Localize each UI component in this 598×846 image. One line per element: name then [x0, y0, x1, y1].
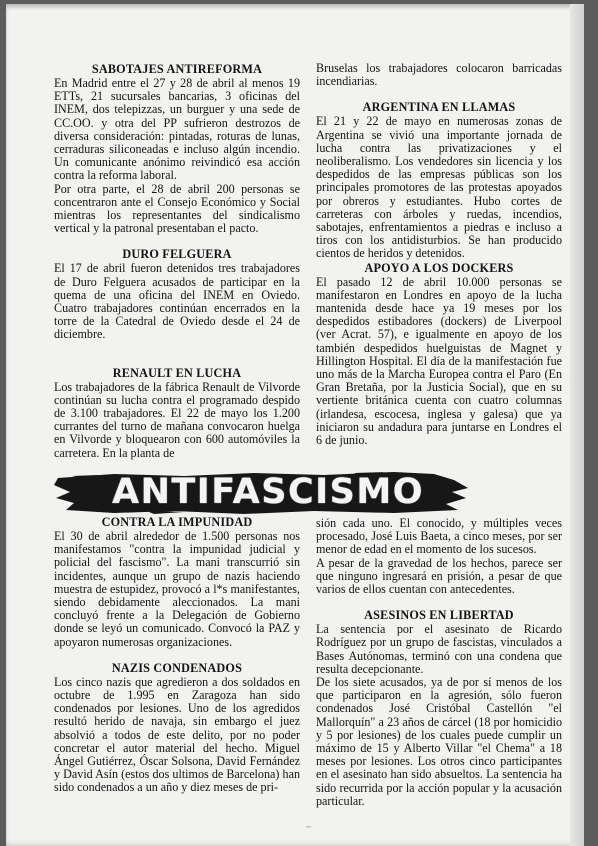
article-paragraph: El 30 de abril alrededor de 1.500 personas nos manifestamos "contra la impunidad judicial y policial del fascismo". La mani transcurrió sin incidentes, aunque un grupo de nazis haciendo muestra de estupidez, provocó a l*s manifestantes, siendo debidamente aleccionados. La mani concluyó frente a la Delegación de Gobierno donde se leyó un comunicado. Convocó la PAZ y apoyaron numerosas organizaciones.: [54, 529, 300, 649]
article-heading: APOYO A LOS DOCKERS: [364, 260, 514, 275]
right-column-bottom: [316, 517, 562, 808]
page-edge-shadow: [570, 4, 584, 846]
article-heading: CONTRA LA IMPUNIDAD: [101, 515, 253, 529]
article-paragraph: El pasado 12 de abril 10.000 personas se manifestaron en Londres en apoyo de la lucha mantenida desde hace ya 19 meses por los despedidos estibadores (dockers) de Liverpool (ver Acrat. 57), e igualmente en apoyo de los también despedidos huelguistas de Magnet y Hillington Hospital. El día de la manifestación fue uno más de la Marcha Europea contra el Paro (En Gran Bretaña, por la Justicia Social), que en su vertiente británica cuenta con cuatro columnas (irlandesa, escocesa, inglesa y galesa) que ya iniciaron su andadura para juntarse en Londres el 6 de junio.: [316, 274, 562, 448]
article-heading: ASESINOS EN LIBERTAD: [364, 608, 514, 623]
article-heading: SABOTAJES ANTIREFORMA: [91, 62, 263, 76]
article-heading: NAZIS CONDENADOS: [111, 660, 243, 675]
antifascismo-banner: [54, 470, 470, 515]
article-dockers: [316, 261, 562, 448]
article-heading: DURO FELGUERA: [122, 247, 232, 262]
article-renault: [54, 366, 300, 460]
article-bruselas-cont: [316, 62, 562, 88]
article-paragraph: El 17 de abril fueron detenidos tres trabajadores de Duro Felguera acusados de participar en la quema de una oficina del INEM en Oviedo. Cuatro trabajadores continúan encerrados en la torre de la Catedral de Oviedo desde el 24 de diciembre.: [54, 261, 300, 342]
article-argentina: [316, 100, 562, 260]
banner-title: ANTIFASCISMO: [112, 472, 424, 512]
article-heading: ARGENTINA EN LLAMAS: [362, 100, 516, 115]
article-paragraph: El 21 y 22 de mayo en numerosas zonas de Argentina se vivió una importante jornada de lucha contra las privatizaciones y el neoliberalismo. Los vendedores sin licencia y los despedidos de las empresas públicas son los principales promotores de las protestas apoyados por obreros y estudiantes. Hubo cortes de carreteras con árboles y ruedas, incendios, sabotajes, enfrentamientos a piedras e incluso a tiros con los antidisturbios. Se han producido cientos de heridos y detenidos.: [316, 114, 562, 261]
article-nazis-condenados: [54, 661, 300, 795]
article-paragraph: sión cada uno. El conocido, y múltiples veces procesado, José Luis Baeta, a cinco meses, por ser menor de edad en el momento de los sucesos.: [316, 516, 562, 557]
left-column-bottom: [54, 515, 300, 795]
article-paragraph: Bruselas los trabajadores colocaron barricadas incendiarias.: [316, 61, 562, 89]
article-paragraph: Los trabajadores de la fábrica Renault de Vilvorde continúan su lucha contra el programado despido de 3.100 trabajadores. El 22 de mayo los 1.200 currantes del turno de mañana convocaron huelga en Vilvorde y bloquearon con 600 automóviles la carretera. En la planta de: [54, 379, 300, 460]
article-impunidad: [54, 515, 300, 649]
article-paragraph: La sentencia por el asesinato de Ricardo Rodríguez por un grupo de fascistas, vinculados a Bases Autónomas, terminó con una condena que resulta decepcionante.: [316, 622, 562, 676]
article-sabotajes: [54, 62, 300, 235]
article-paragraph: Por otra parte, el 28 de abril 200 personas se concentraron ante el Consejo Económico y Social mientras los representantes del sindicalismo vertical y la patronal presentaban el pacto.: [54, 181, 300, 236]
page-mark: ~: [306, 822, 311, 832]
article-heading: RENAULT EN LUCHA: [112, 365, 242, 380]
left-column-top: [54, 62, 300, 460]
right-column-top: [316, 62, 562, 447]
article-duro-felguera: [54, 247, 300, 341]
article-paragraph: Los cinco nazis que agredieron a dos soldados en octubre de 1.995 en Zaragoza han sido condenados por lesiones. Uno de los agredidos resultó herido de navaja, sin embargo el juez absolvió a todos de este delito, por no poder concretar el autor material del hecho. Miguel Ángel Gutiérrez, Óscar Solsona, David Fernández y David Asín (estos dos ultimos de Barcelona) han sido condenados a un año y diez meses de pri-: [54, 674, 300, 795]
article-nazis-cont: [316, 517, 562, 596]
magazine-page: [6, 4, 584, 846]
article-paragraph: En Madrid entre el 27 y 28 de abril al menos 19 ETTs, 21 sucursales bancarias, 3 oficinas del INEM, dos telepizzas, un burguer y una sede de CC.OO. y otra del PP sufrieron destrozos de diversa consideración: pintadas, roturas de lunas, cerraduras siliconeadas e incluso algún incendio. Un comunicante anónimo reivindicó esa acción contra la reforma laboral.: [54, 76, 300, 183]
article-asesinos: [316, 608, 562, 808]
article-paragraph: A pesar de la gravedad de los hechos, parece ser que ninguno ingresará en prisión, a pesar de que varios de ellos cuentan con antecedentes.: [316, 555, 562, 597]
article-paragraph: De los siete acusados, ya de por sí menos de los que participaron en la agresión, sólo fueron condenados José Cristóbal Castellón "el Mallorquín" a 23 años de cárcel (18 por homicidio y 5 por lesiones) de los cuales puede cumplir un máximo de 15 y Alberto Villar "el Chema" a 18 meses por lesiones. Los otros cinco participantes en el asesinato han sido absueltos. La sentencia ha sido recurrida por la acción popular y la acusación particular.: [316, 675, 562, 808]
